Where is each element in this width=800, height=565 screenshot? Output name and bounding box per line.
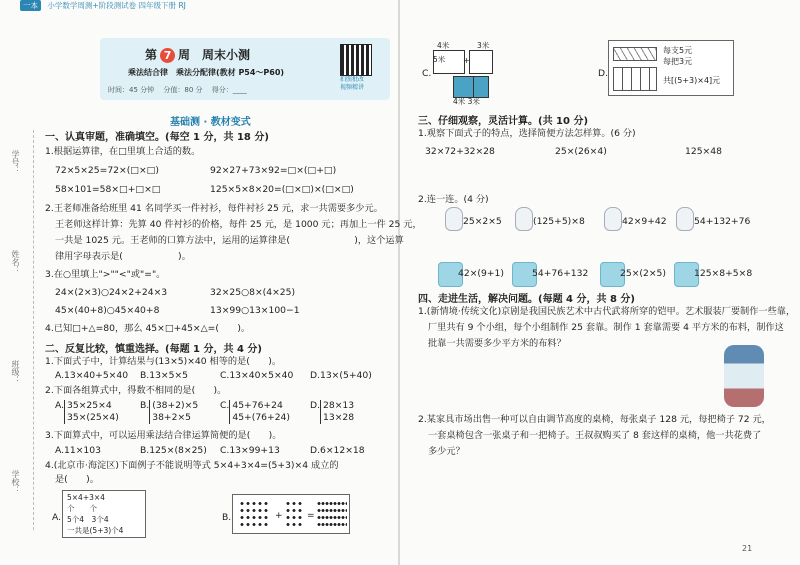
- section-3-heading: 三、仔细观察，灵活计算。(共 10 分): [418, 116, 589, 127]
- q3-b: 32×25○8×(4×25): [210, 287, 296, 298]
- c4-opt-b-label[interactable]: B.: [222, 512, 232, 523]
- q3-c: 45×(40+8)○45×40+8: [55, 305, 160, 316]
- q1-b: 92×27+73×92=□×(□+□): [210, 165, 337, 176]
- c4-a-line-2: 个 个: [67, 504, 97, 513]
- r2-bot-1[interactable]: 42×(9+1): [458, 268, 504, 279]
- q3-d: 13×99○13×100−1: [210, 305, 300, 316]
- c3-opt-a[interactable]: A.11×103: [55, 445, 101, 456]
- c2-a-2: 35×(25×4): [67, 412, 119, 423]
- rect-2: [469, 50, 493, 74]
- q1-a: 72×5×25=72×(□×□): [55, 165, 159, 176]
- opera-figure-image: [724, 345, 764, 407]
- c3-text: 3.下面算式中，可以运用乘法结合律运算简便的是( )。: [45, 430, 282, 441]
- week-title: [145, 46, 250, 63]
- c4-a-line-4: 一共是(5+3)个4: [67, 526, 124, 535]
- q3-text: 3.在○里填上">""<"或"="。: [45, 269, 166, 280]
- qr-code[interactable]: [340, 44, 372, 76]
- margin-name: 姓名：: [11, 250, 20, 274]
- margin-school: 学校：: [11, 470, 20, 494]
- c4-a-line-3: 5个4 3个4: [67, 515, 109, 524]
- rect-4: [473, 76, 489, 98]
- c1-opt-d[interactable]: D.13×(5+40): [310, 370, 372, 381]
- q2-line-2: 王老师这样计算：先算 40 件衬衫的价格，每件 25 元，是 1000 元；再加上一件 25 元，: [55, 219, 422, 230]
- p2-line-1: 2.某家具市场出售一种可以自由调节高度的桌椅，每张桌子 128 元，每把椅子 72 元，: [418, 414, 771, 425]
- plus-c: +: [463, 56, 470, 65]
- plus-sign: +: [275, 511, 283, 521]
- fig-d-line-2: 每把3元: [663, 57, 693, 66]
- week-suffix: 周 周末小测: [178, 48, 251, 62]
- r1-text: 1.观察下面式子的特点，选择简便方法怎样算。(6 分): [418, 128, 636, 139]
- qr-caption-1: 拍照批改: [340, 76, 365, 83]
- r2-top-3[interactable]: 42×9+42: [622, 216, 667, 227]
- c2-b-1: (38+2)×5: [152, 400, 199, 411]
- figure-c[interactable]: [433, 40, 503, 106]
- c2-c-1: 45+76+24: [232, 400, 283, 411]
- p1-line-2: 厂里共有 9 个小组，每个小组制作 25 套靠。制作 1 套靠需要 4 平方米的布料，制作这: [428, 322, 784, 333]
- chairs-box: [613, 67, 657, 91]
- q1-text: 1.根据运算律，在□里填上合适的数。: [45, 146, 201, 157]
- cut-line: [33, 130, 34, 530]
- series-title: 小学数学周测+阶段测试卷 四年级下册 RJ: [47, 1, 186, 10]
- fig-c-side-label: 5米: [433, 55, 446, 64]
- fig-c-top-2: 3米: [477, 41, 490, 50]
- q2-line-3: 一共是 1025 元。王老师的口算方法中，运用的运算律是( )，这个运算: [55, 235, 404, 246]
- c2-d-1: 28×13: [323, 400, 355, 411]
- section-badge: 基础测 · 教材变式: [170, 117, 251, 128]
- q4-text: 4.已知□+△=80，那么 45×□+45×△=( )。: [45, 323, 251, 334]
- rabbit-icon: [676, 207, 694, 231]
- r1-expr-1: 32×72+32×28: [425, 146, 495, 157]
- c1-opt-b[interactable]: B.13×5×5: [140, 370, 189, 381]
- c3-opt-b[interactable]: B.125×(8×25): [140, 445, 207, 456]
- r2-top-2[interactable]: (125+5)×8: [533, 216, 585, 227]
- qr-caption: [340, 76, 364, 92]
- rabbit-icon: [445, 207, 463, 231]
- dot-array-2: [285, 500, 303, 528]
- top-line: [20, 0, 400, 14]
- c4-figure-a[interactable]: [62, 490, 146, 538]
- score-info: 分值：80 分: [163, 86, 203, 94]
- r1-expr-3: 125×48: [685, 146, 722, 157]
- q3-a: 24×(2×3)○24×2+24×3: [55, 287, 168, 298]
- p2-line-2: 一套桌椅包含一张桌子和一把椅子。王叔叔购买了 8 套这样的桌椅，他一共花费了: [428, 430, 762, 441]
- r2-text: 2.连一连。(4 分): [418, 194, 489, 205]
- c2-a-1: 35×25×4: [67, 400, 112, 411]
- rect-3: [453, 76, 475, 98]
- week-number: 7: [160, 48, 175, 63]
- q1-c: 58×101=58×□+□×□: [55, 184, 161, 195]
- c2-text: 2.下面各组算式中，得数不相同的是( )。: [45, 385, 227, 396]
- q2-line-1: 2.王老师准备给班里 41 名同学买一件衬衫，每件衬衫 25 元，求一共需要多少元。: [45, 203, 383, 214]
- c2-opt-c[interactable]: C. 45+76+24 45+(76+24): [220, 400, 290, 423]
- c4-opt-a-label[interactable]: A.: [52, 512, 62, 523]
- r2-top-4[interactable]: 54+132+76: [694, 216, 751, 227]
- fig-c-top-1: 4米: [437, 41, 450, 50]
- section-2-heading: 二、反复比较，慎重选择。(每题 1 分，共 4 分): [45, 344, 262, 355]
- page-fold: [398, 0, 400, 565]
- r1-expr-2: 25×(26×4): [555, 146, 607, 157]
- margin-class: 班级：: [11, 360, 20, 384]
- dot-array-3: [317, 500, 347, 528]
- fig-d-label[interactable]: D.: [598, 68, 608, 79]
- c2-opt-a[interactable]: A. 35×25×4 35×(25×4): [55, 400, 119, 423]
- c1-opt-a[interactable]: A.13×40+5×40: [55, 370, 129, 381]
- pens-box: [613, 47, 657, 61]
- q2-line-4: 律用字母表示是( )。: [55, 251, 191, 262]
- dot-array-1: [239, 500, 269, 528]
- c3-opt-d[interactable]: D.6×12×18: [310, 445, 365, 456]
- r2-bot-3[interactable]: 25×(2×5): [620, 268, 666, 279]
- c2-b-2: 38+2×5: [152, 412, 192, 423]
- c4-text-2: 是( )。: [55, 474, 99, 485]
- page-number: 21: [742, 544, 753, 553]
- fig-d-line-3: 共[(5+3)×4]元: [663, 76, 721, 85]
- c3-opt-c[interactable]: C.13×99+13: [220, 445, 280, 456]
- r2-bot-4[interactable]: 125×8+5×8: [694, 268, 753, 279]
- c2-d-2: 13×28: [323, 412, 355, 423]
- figure-d[interactable]: [608, 40, 734, 96]
- p1-line-1: 1.(新情境·传统文化)京剧是我国民族艺术中古代武将所穿的铠甲。艺术服装厂要制作一些靠，: [418, 306, 796, 317]
- r2-bot-2[interactable]: 54+76+132: [532, 268, 589, 279]
- c2-opt-b[interactable]: B. (38+2)×5 38+2×5: [140, 400, 199, 423]
- fig-c-bottom: 4米 3米: [453, 97, 480, 106]
- section-1-heading: 一、认真审题，准确填空。(每空 1 分，共 18 分): [45, 132, 269, 143]
- c4-a-line-1: 5×4+3×4: [67, 493, 105, 502]
- section-4-heading: 四、走进生活，解决问题。(每题 4 分，共 8 分): [418, 294, 635, 305]
- c4-figure-b[interactable]: [232, 494, 350, 534]
- c2-c-2: 45+(76+24): [232, 412, 290, 423]
- qr-caption-2: 视频精讲: [340, 84, 365, 91]
- fig-d-text: [663, 45, 720, 86]
- fig-c-label[interactable]: C.: [422, 68, 432, 79]
- c1-opt-c[interactable]: C.13×40×5×40: [220, 370, 294, 381]
- fig-d-line-1: 每支5元: [663, 46, 693, 55]
- score-got: 得分：____: [211, 86, 247, 94]
- c1-text: 1.下面式子中，计算结果与(13×5)×40 相等的是( )。: [45, 356, 282, 367]
- q1-d: 125×5×8×20=(□×□)×(□×□): [210, 184, 354, 195]
- c2-opt-d[interactable]: D. 28×13 13×28: [310, 400, 355, 423]
- r2-top-1[interactable]: 25×2×5: [463, 216, 502, 227]
- rabbit-icon: [515, 207, 533, 231]
- info-strip: [108, 85, 338, 95]
- p2-line-3: 多少元？: [428, 446, 465, 457]
- header-subtitle: 乘法结合律 乘法分配律(教材 P54～P60): [128, 68, 285, 77]
- rabbit-icon: [604, 207, 622, 231]
- week-prefix: 第: [145, 48, 158, 62]
- p1-line-3: 批靠一共需要多少平方米的布料？: [428, 338, 566, 349]
- equals-sign: =: [307, 511, 315, 521]
- margin-student-id: 学号：: [11, 150, 20, 174]
- series-tag: 一本: [20, 0, 41, 11]
- time-info: 时间：45 分钟: [108, 86, 155, 94]
- c4-text: 4.(北京市·海淀区)下面例子不能说明等式 5×4+3×4=(5+3)×4 成立的: [45, 460, 339, 471]
